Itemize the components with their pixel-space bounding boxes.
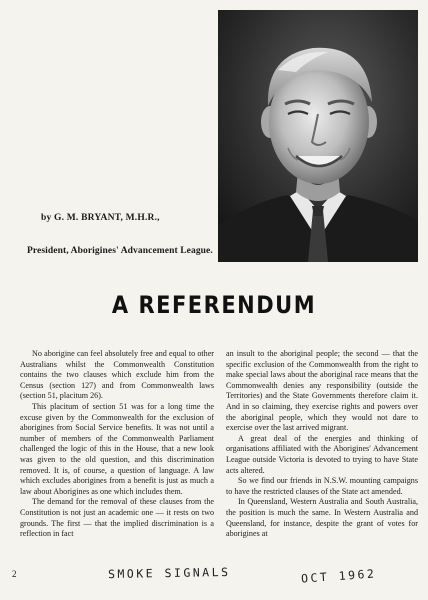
paragraph: This placitum of section 51 was for a long time the excuse given by the Commonwealth for the exclusion of aborigines from Social Service benefits. It was not until a number of members of the Commonwealth Parliament challenged the logic of this in the House, that a new look was given to the old question, and this discrimination removed. It is, of course, a question of language. A law which excludes aborigines from a benefit is just as much a law about Aborigines as one which includes them. xyxy=(20,401,214,496)
paragraph: an insult to the aboriginal people; the second — that the specific exclusion of the Commonwealth from the right to make special laws about the aboriginal race means that the Commonwealth denies any responsibility (outside the Territories) and the State Governments therefore claim it. And in so claiming, they exercise rights and powers over the aboriginal people, which they would not dare to exercise over the last arrived migrant. xyxy=(226,349,418,433)
paragraph: In Queensland, Western Australia and South Australia, the position is much the same. In Western Australia and Queensland, for instance, despite the grant of votes for aborigines at xyxy=(226,497,418,539)
article-column-right xyxy=(226,349,418,586)
author-portrait-photo xyxy=(218,10,418,262)
paragraph: The demand for the removal of these clauses from the Constitution is not just an academic one — it rests on two grounds. The first — that the implied discrimination is a reflection in fact xyxy=(20,497,214,539)
paragraph: A great deal of the energies and thinking of organisations affiliated with the Aborigines' Advancement League outside Victoria is devoted to trying to have State acts altered. xyxy=(226,433,418,475)
handwritten-note: SMOKE SIGNALS xyxy=(107,564,231,582)
article-column-left xyxy=(20,349,214,581)
handwritten-date: OCT 1962 xyxy=(300,566,377,586)
paragraph: So we find our friends in N.S.W. mounting campaigns to have the restricted clauses of the State act amended. xyxy=(226,476,418,496)
paragraph: No aborigine can feel absolutely free and equal to other Australians whilst the Commonwealth Constitution contains the two clauses which exclude him from the Census (section 127) and from Commonwealth laws (section 51, placitum 26). xyxy=(20,349,214,401)
page-number: 2 xyxy=(12,569,17,579)
article-headline: A REFERENDUM xyxy=(111,291,317,319)
author-byline: by G. M. BRYANT, M.H.R., xyxy=(41,213,160,223)
author-role: President, Aborigines' Advancement League. xyxy=(27,246,213,256)
